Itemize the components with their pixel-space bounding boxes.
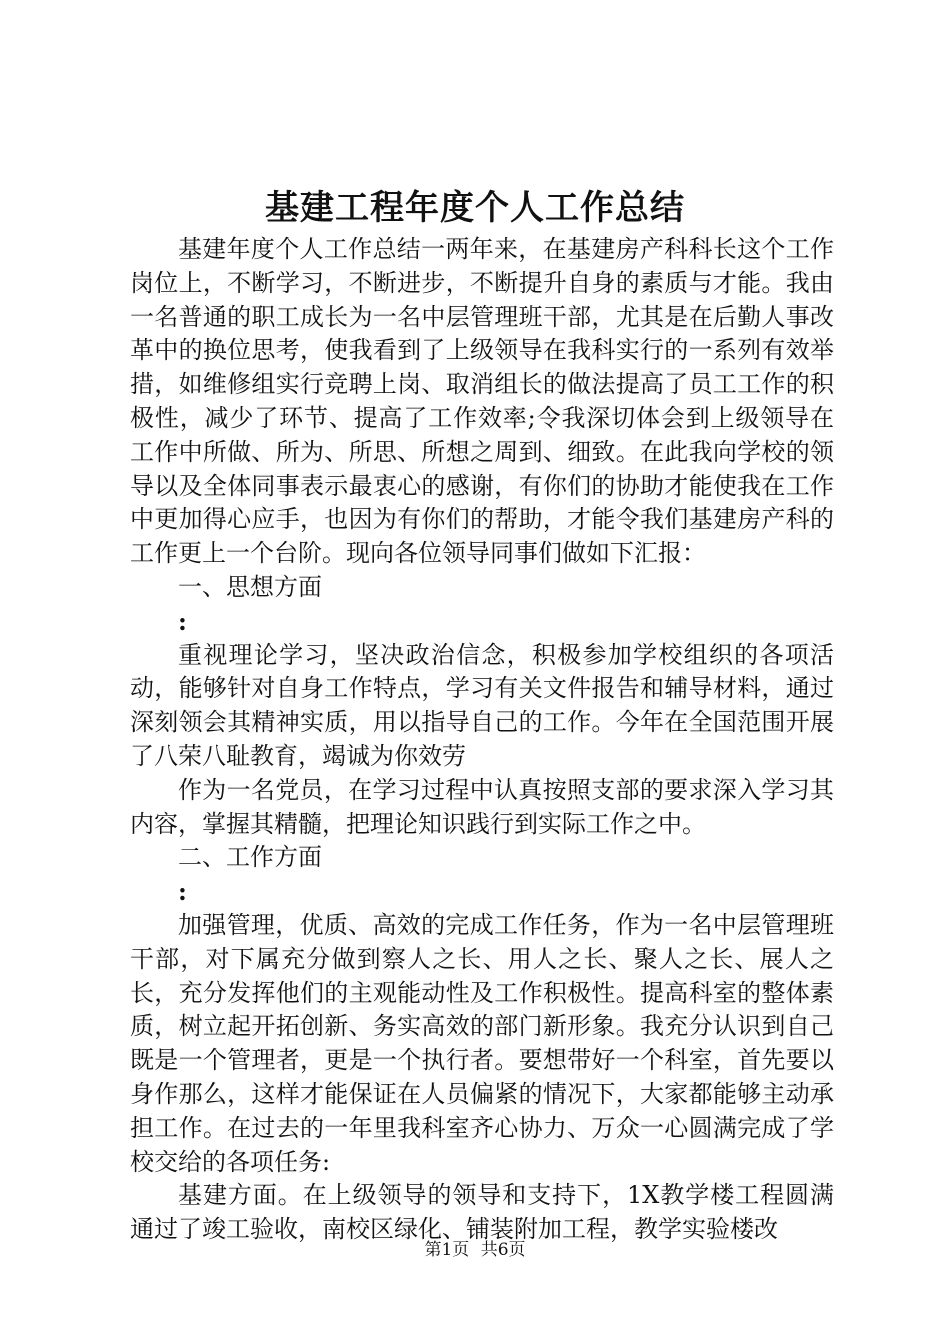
page-number: 第1页	[424, 1240, 470, 1260]
section-colon-thought: :	[178, 606, 187, 636]
section-heading-work: 二、工作方面	[178, 843, 322, 872]
paragraph-theory-study: 重视理论学习，坚决政治信念，积极参加学校组织的各项活动，能够针对自身工作特点，学习有关文件报告和辅导材料，通过深刻领会其精神实质，用以指导自己的工作。今年在全国范围开展了八荣八耻教育，竭诚为你效劳	[130, 640, 834, 770]
paragraph-management: 加强管理，优质、高效的完成工作任务，作为一名中层管理班干部，对下属充分做到察人之长、用人之长、聚人之长、展人之长，充分发挥他们的主观能动性及工作积极性。提高科室的整体素质，树立起开拓创新、务实高效的部门新形象。我充分认识到自己既是一个管理者，更是一个执行者。要想带好一个科室，首先要以身作那么，这样才能保证在人员偏紧的情况下，大家都能够主动承担工作。在过去的一年里我科室齐心协力、万众一心圆满完成了学校交给的各项任务:	[130, 910, 834, 1176]
page-total: 共6页	[480, 1240, 526, 1260]
document-title: 基建工程年度个人工作总结	[265, 188, 685, 228]
paragraph-party-member: 作为一名党员，在学习过程中认真按照支部的要求深入学习其内容，掌握其精髓，把理论知识践行到实际工作之中。	[130, 775, 834, 838]
document-body	[130, 233, 834, 1247]
paragraph-intro: 基建年度个人工作总结一两年来，在基建房产科科长这个工作岗位上，不断学习，不断进步，不断提升自身的素质与才能。我由一名普通的职工成长为一名中层管理班干部，尤其是在后勤人事改革中的换位思考，使我看到了上级领导在我科实行的一系列有效举措，如维修组实行竞聘上岗、取消组长的做法提高了员工工作的积极性，减少了环节、提高了工作效率;令我深切体会到上级领导在工作中所做、所为、所思、所想之周到、细致。在此我向学校的领导以及全体同事表示最衷心的感谢，有你们的协助才能使我在工作中更加得心应手，也因为有你们的帮助，才能令我们基建房产科的工作更上一个台阶。现向各位领导同事们做如下汇报：	[130, 235, 834, 568]
page-footer	[0, 1238, 950, 1262]
section-heading-thought: 一、思想方面	[178, 572, 322, 601]
section-colon-work: :	[178, 877, 187, 907]
paragraph-construction: 基建方面。在上级领导的领导和支持下，1X教学楼工程圆满通过了竣工验收，南校区绿化、铺装附加工程，教学实验楼改	[130, 1181, 834, 1244]
